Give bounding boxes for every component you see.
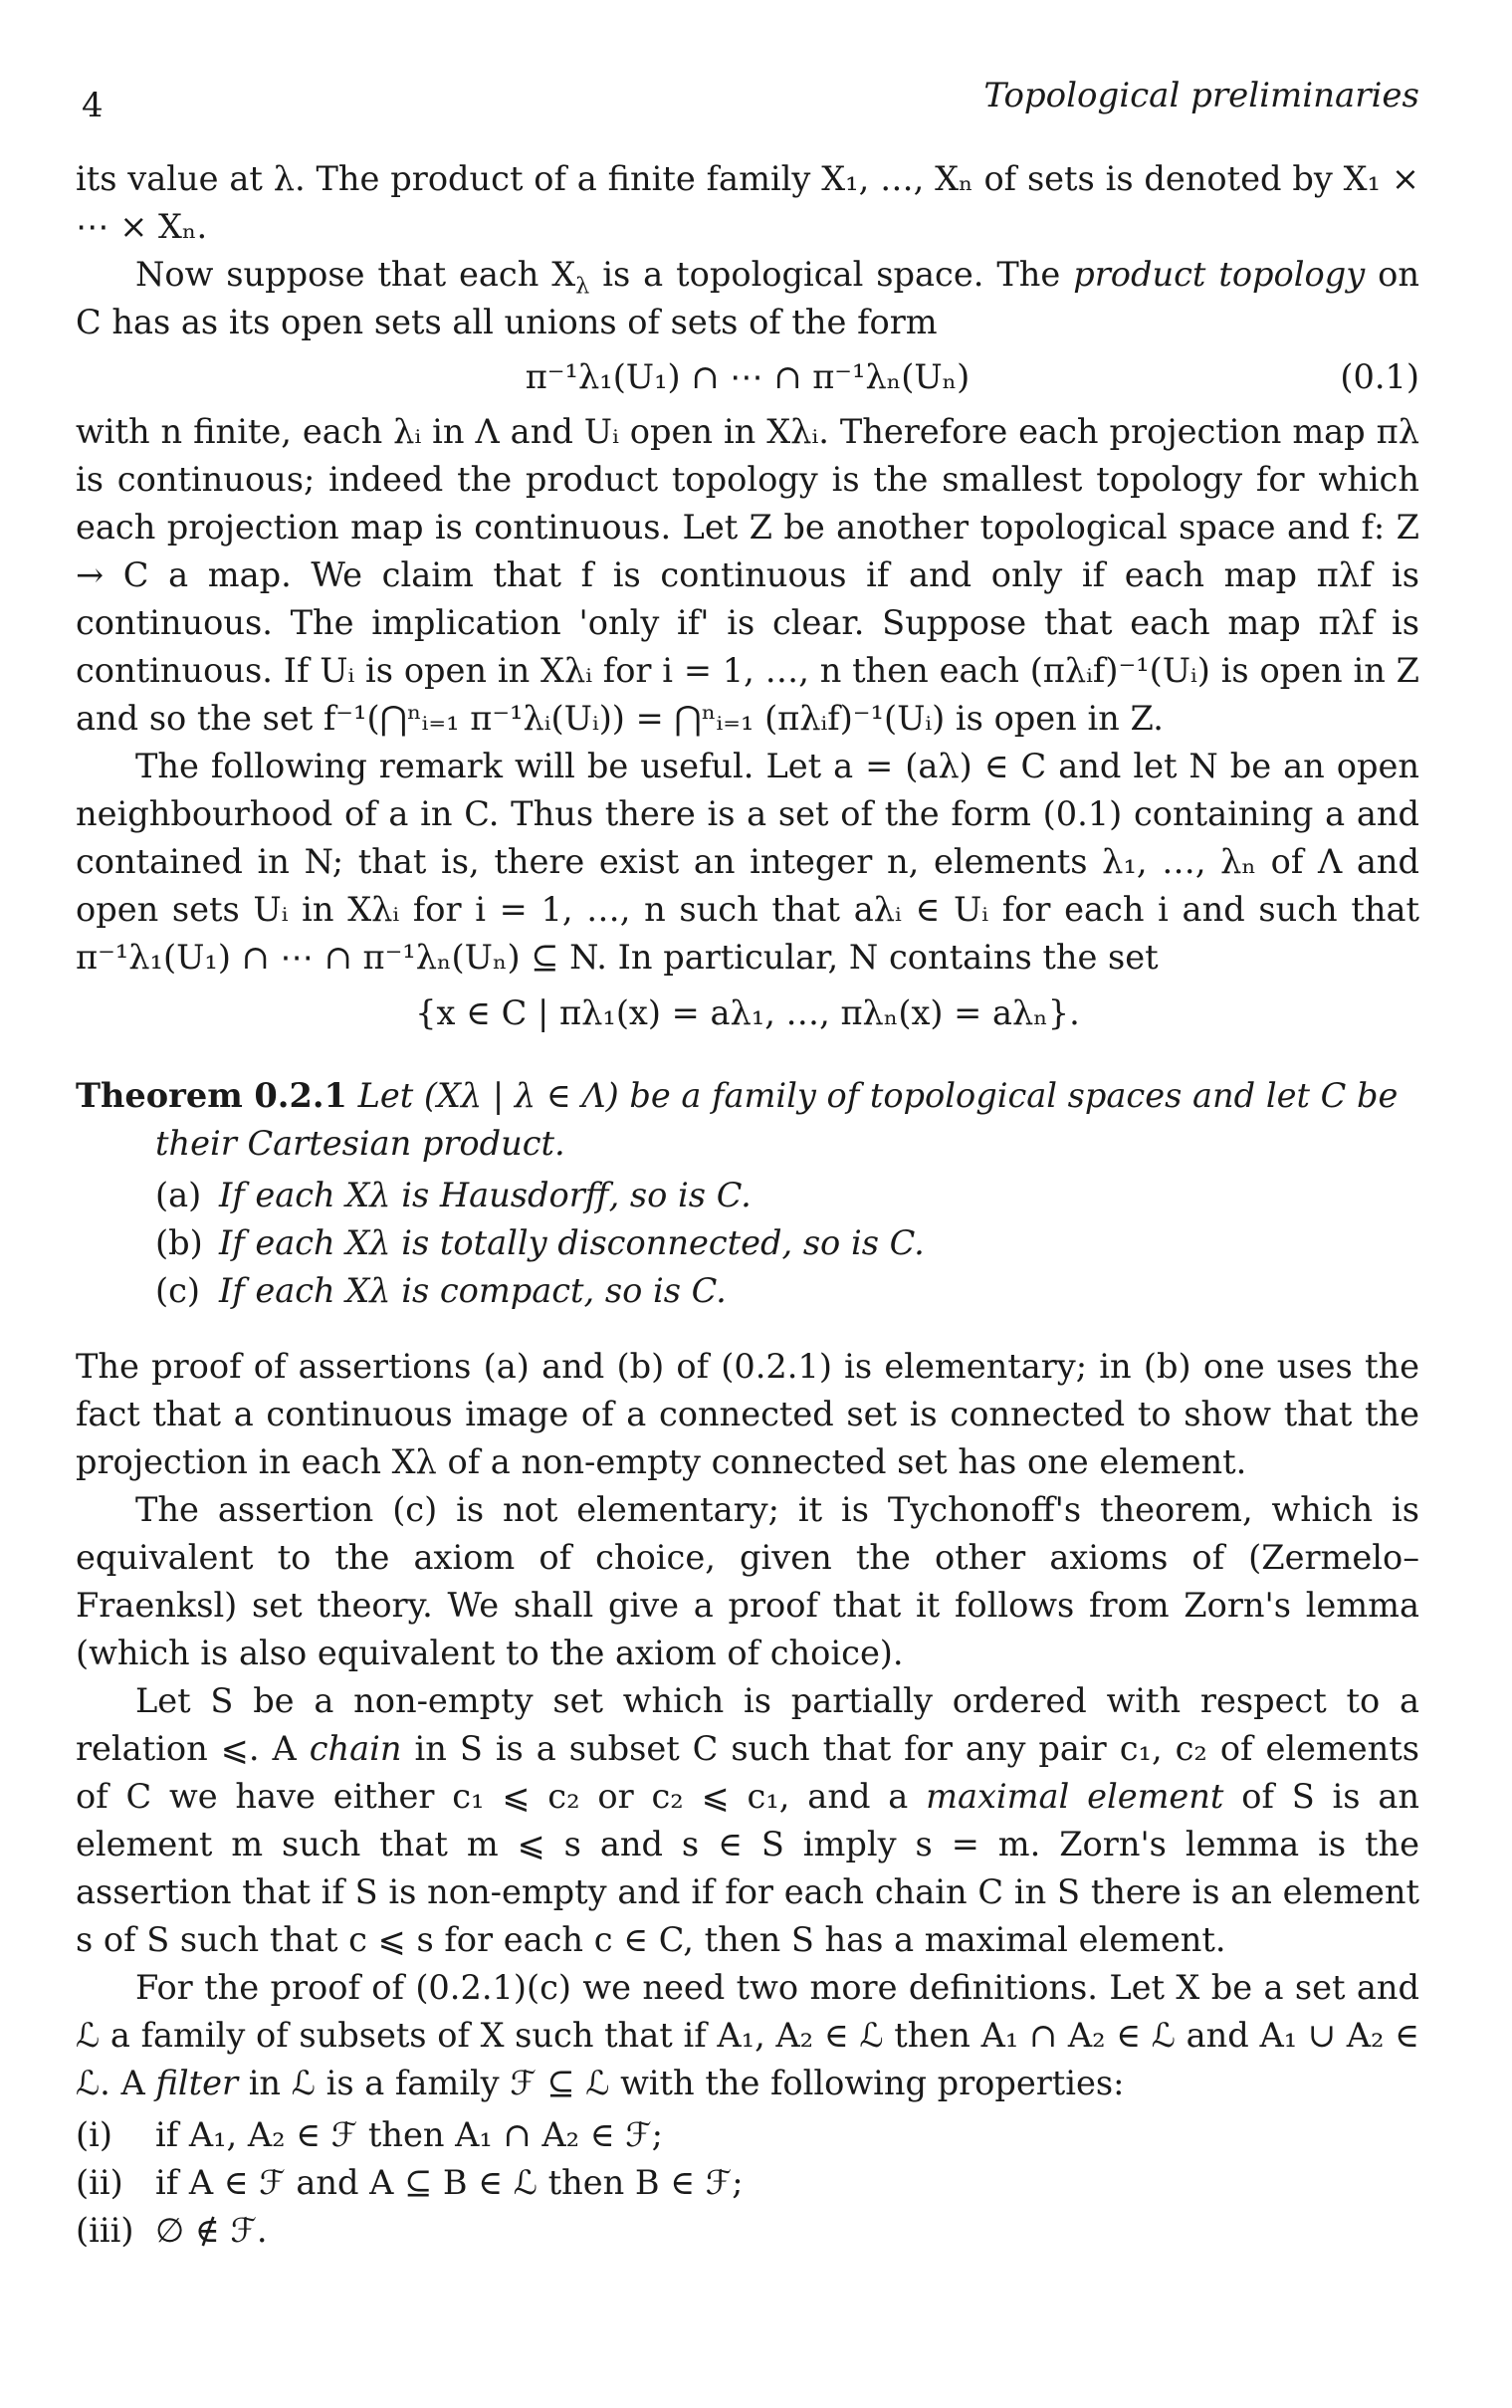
filter-property-iii: (iii) ∅ ∉ ℱ. bbox=[76, 2211, 268, 2250]
equation-number: (0.1) bbox=[1340, 357, 1419, 396]
set-formula: {x ∈ C | πλ₁(x) = aλ₁, …, πλₙ(x) = aλₙ}. bbox=[415, 993, 1080, 1032]
equation-0-1 bbox=[76, 346, 1419, 408]
filter-property-ii: (ii) if A ∈ ℱ and A ⊆ B ∈ ℒ then B ∈ ℱ; bbox=[76, 2163, 744, 2202]
filter-property-i: (i) if A₁, A₂ ∈ ℱ then A₁ ∩ A₂ ∈ ℱ; bbox=[76, 2115, 663, 2154]
book-page bbox=[76, 60, 1419, 2255]
paragraph-product-notation: its value at λ. The product of a finite family X₁, …, Xₙ of sets is denoted by X₁ × ⋯ × Xₙ. bbox=[76, 159, 1419, 246]
paragraph-proof-ab: The proof of assertions (a) and (b) of (0.2.1) is elementary; in (b) one uses the fact that a continuous image of a connected set is connected to show that the projection in each Xλ of a non-empty connected set has one element. bbox=[76, 1347, 1419, 1481]
theorem-items bbox=[76, 1172, 1419, 1315]
theorem-statement-line1: Let (Xλ | λ ∈ Λ) be a family of topological spaces and let C be bbox=[357, 1076, 1399, 1115]
theorem-statement bbox=[76, 1071, 1419, 1120]
paragraph-zorn: Let S be a non-empty set which is partially ordered with respect to a relation ⩽. A chain in S is a subset C such that for any pair c₁, c₂ of elements of C we have either c₁ ⩽ c₂ or c₂ ⩽ c₁, and a maximal element of S is an element m such that m ⩽ s and s ∈ S imply s = m. Zorn's lemma is the assertion that if S is non-empty and if for each chain C in S there is an element s of S such that c ⩽ s for each c ∈ C, then S has a maximal element. bbox=[76, 1681, 1419, 1959]
theorem-0-2-1 bbox=[76, 1071, 1419, 1315]
theorem-statement-line2: their Cartesian product. bbox=[155, 1124, 565, 1163]
theorem-item-b: (b) If each Xλ is totally disconnected, so is C. bbox=[155, 1223, 925, 1262]
theorem-item-c: (c) If each Xλ is compact, so is C. bbox=[155, 1271, 727, 1310]
page-number: 4 bbox=[82, 86, 104, 125]
theorem-item-a: (a) If each Xλ is Hausdorff, so is C. bbox=[155, 1176, 752, 1214]
running-title: Topological preliminaries bbox=[983, 76, 1419, 115]
filter-properties-list bbox=[76, 2111, 1419, 2255]
paragraph-tychonoff: The assertion (c) is not elementary; it is Tychonoff's theorem, which is equivalent to the axiom of choice, given the other axioms of (Zermelo–Fraenksl) set theory. We shall give a proof that it follows from Zorn's lemma (which is also equivalent to the axiom of choice). bbox=[76, 1490, 1419, 1672]
page-header bbox=[76, 60, 1419, 125]
paragraph-filter-definition: For the proof of (0.2.1)(c) we need two more definitions. Let X be a set and ℒ a family of subsets of X such that if A₁, A₂ ∈ ℒ then A₁ ∩ A₂ ∈ ℒ and A₁ ∪ A₂ ∈ ℒ. A filter in ℒ is a family ℱ ⊆ ℒ with the following properties: bbox=[76, 1968, 1419, 2102]
paragraph-remark: The following remark will be useful. Let a = (aλ) ∈ C and let N be an open neighbourhood of a in C. Thus there is a set of the form (0.1) containing a and contained in N; that is, there exist an integer n, elements λ₁, …, λₙ of Λ and open sets Uᵢ in Xλᵢ for i = 1, …, n such that aλᵢ ∈ Uᵢ for each i and such that π⁻¹λ₁(U₁) ∩ ⋯ ∩ π⁻¹λₙ(Uₙ) ⊆ N. In particular, N contains the set bbox=[76, 747, 1419, 977]
paragraph-continuity: with n finite, each λᵢ in Λ and Uᵢ open in Xλᵢ. Therefore each projection map πλ is continuous; indeed the product topology is the smallest topology for which each projection map is continuous. Let Z be another topological space and f: Z → C a map. We claim that f is continuous if and only if each map πλf is continuous. The implication 'only if' is clear. Suppose that each map πλf is continuous. If Uᵢ is open in Xλᵢ for i = 1, …, n then each (πλᵢf)⁻¹(Uᵢ) is open in Z and so the set f⁻¹(⋂ⁿᵢ₌₁ π⁻¹λᵢ(Uᵢ)) = ⋂ⁿᵢ₌₁ (πλᵢf)⁻¹(Uᵢ) is open in Z. bbox=[76, 412, 1419, 738]
paragraph-product-topology: Now suppose that each $X_\lambda$ is a topological space. The product topology on C has as its open sets all unions of sets of the form bbox=[76, 255, 1419, 341]
equation-formula: π⁻¹λ₁(U₁) ∩ ⋯ ∩ π⁻¹λₙ(Uₙ) bbox=[525, 357, 971, 396]
set-display bbox=[76, 982, 1419, 1045]
theorem-heading: Theorem 0.2.1 bbox=[76, 1075, 347, 1115]
